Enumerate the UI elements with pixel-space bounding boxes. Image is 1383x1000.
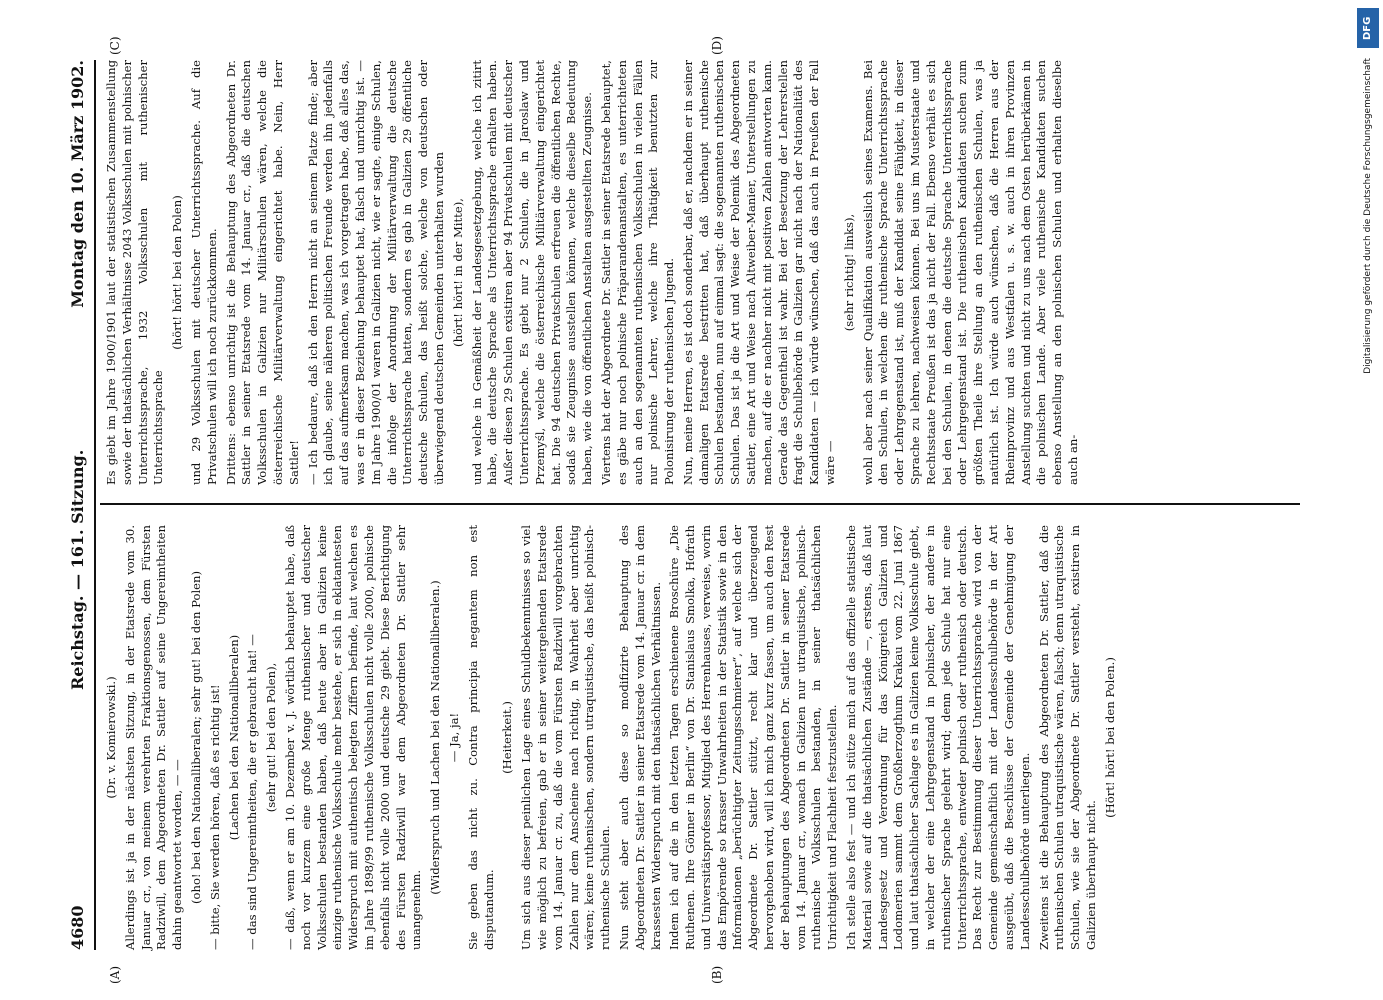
paragraph: (hört! hört! bei den Polen) [170,195,185,350]
paragraph: wohl aber nach seiner Qualifikation ausweislich seines Examens. Bei den Schulen, in welchen die ruthenische Sprache Unterrichtssprache oder Lehrgegenstand ist, muß der Kandidat seine Fähigkeit, in dieser Sprache zu lehren, nachweisen können. Bei uns im Musterstaate und Rechtsstaate Preußen ist das ja nicht der Fall. Ebenso verhält es sich bei den Schulen, in denen die deutsche Sprache Unterrichtssprache oder Lehrgegenstand ist. Die ruthenischen Kandidaten suchen zum größten Theile ihre Stellung an den ruthenischen Schulen, was ja natürlich ist. Ich würde auch wünschen, daß die Herren aus der Rheinprovinz und aus Westfalen u. s. w. auch in ihren Provinzen Anstellung suchten und nicht zu uns nach dem Osten herüberkämen in die polnischen Lande. Aber viele ruthenische Kandidaten suchen ebenso Anstellung an den polnischen Schulen und erhalten dieselbe auch an- [860,60,1081,485]
dfg-logo: DFG [1357,8,1379,48]
paragraph: und 29 Volksschulen mit deutscher Unterrichtssprache. Auf die Privatschulen will ich noch zurückkommen. [188,60,219,485]
margin-mark-a: (A) [108,965,122,984]
paragraph: Viertens hat der Abgeordnete Dr. Sattler in seiner Etatsrede behauptet, es gäbe nur noch polnische Präparandenanstalten, es unterrichteten auch an den sogenannten ruthenischen Volksschulen in vielen Fällen nur polnische Lehrer, welche ihre Thätigkeit benutzten zur Polonisirung der ruthenischen Jugend. [598,60,677,485]
paragraph: Indem ich auf die in den letzten Tagen erschienene Broschüre „Die Ruthenen. Ihre Gönner in Berlin“ von Dr. Stanislaus Smolka, Hofrath und Universitätsprofessor, Mitglied des Herrenhauses, verweise, worin das Empörende so krasser Unwahrheiten in der Statistik sowie in den Informationen „berüchtigter Zeitungsschmierer“, auf welche sich der Abgeordnete Dr. Sattler stützt, recht klar und überzeugend hervorgehoben wird, will ich mich ganz kurz fassen, um auch den Rest der Behauptungen des Abgeordneten Dr. Sattler in seiner Etatsrede vom 14. Januar cr., wonach in Galizien nur utraquistische, polnisch-ruthenische Volksschulen bestanden, in seiner thatsächlichen Unrichtigkeit und Flachheit festzustellen. [667,525,840,950]
page-header [60,60,96,950]
page-title: Reichstag. — 161. Sitzung. [68,449,87,690]
dfg-credit-text: Digitalisierung gefördert durch die Deutsche Forschungsgemeinschaft [1363,58,1373,374]
paragraph: (sehr richtig! links), [841,213,856,332]
page-number: 4680 [68,905,87,950]
rotated-page [50,36,1310,984]
paragraph: Es giebt im Jahre 1900/1901 laut der statistischen Zusammenstellung sowie der thatsächlichen Verhältnisse 2043 Volksschulen mit polnischer Unterrichtssprache, 1932 Volksschulen mit ruthenischer Unterrichtssprache [104,60,166,485]
margin-mark-c: (C) [108,36,122,55]
column-divider [100,503,1300,505]
paragraph: — bitte, Sie werden hören, daß es richtig ist! [207,684,222,950]
dfg-watermark [1353,0,1383,1000]
left-column [104,525,1294,950]
paragraph: Um sich aus dieser peinlichen Lage eines Schuldbekenntnisses so viel wie möglich zu befreien, gab er in seiner weitergehenden Etatsrede vom 14. Januar cr. zu, daß die vom Fürsten Radziwill vorgebrachten Zahlen nur dem Anscheine nach richtig, in Wahrheit aber unrichtig wären; keine ruthenischen, sondern utraquistische, das heißt polnisch-ruthenische Schulen. [519,525,613,950]
paragraph: und welche in Gemäßheit der Landesgesetzgebung, welche ich zitirt habe, die deutsche Sprache als Unterrichtssprache erhalten haben. Außer diesen 29 Schulen existiren aber 94 Privatschulen mit deutscher Unterrichtssprache. Es giebt nur 2 Schulen, die in Jaroslaw und Przemyśl, welche die österreichische Militärverwaltung eingerichtet hat. Die 94 deutschen Privatschulen erfreuen die öffentlichen Rechte, sodaß sie Zeugnisse ausstellen können, welche dieselbe Bedeutung haben, wie die von öffentlichen Anstalten ausgestellten Zeugnisse. [469,60,595,485]
margin-mark-d: (D) [710,36,724,55]
paragraph: Zweitens ist die Behauptung des Abgeordneten Dr. Sattler, daß die ruthenischen Schulen utraquistische wären, falsch; denn utraquistische Schulen, wie sie der Abgeordnete Dr. Sattler versteht, existiren in Galizien überhaupt nicht. [1036,525,1099,950]
right-column [104,60,1294,485]
paragraph: Ich stelle also fest — und ich stütze mich auf das offizielle statistische Material sowie auf die thatsächlichen Zustände —, erstens, daß laut Landesgesetz und Verordnung für das Königreich Galizien und Lodomerien sammt dem Großherzogthum Krakau vom 22. Juni 1867 und laut thatsächlicher Sachlage es in Galizien keine Volksschule giebt, in welcher der eine Lehrgegenstand in polnischer, der andere in ruthenischer Sprache gelehrt wird; denn jede Schule hat nur eine Unterrichtssprache, entweder polnisch oder ruthenisch oder deutsch. Das Recht zur Bestimmung dieser Unterrichtssprache wird von der Gemeinde gemeinschaftlich mit der Landesschulbehörde in der Art ausgeübt, daß die Beschlüsse der Gemeinde der Genehmigung der Landesschulbehörde unterliegen. [844,525,1032,950]
paragraph: Nun, meine Herren, es ist doch sonderbar, daß er, nachdem er in seiner damaligen Etatsrede bestritten hat, daß überhaupt ruthenische Schulen bestanden, nun auf einmal sagt: die sogenannten ruthenischen Schulen. Das ist ja die Art und Weise der Polemik des Abgeordneten Sattler, eine Art und Weise nach Altweiber-Manier, Unterstellungen zu machen, auf die er nachher nicht mit positiven Zahlen antworten kann. Gerade das Gegentheil ist wahr. Bei der Besetzung der Lehrerstellen fragt die Schulbehörde in Galizien gar nicht nach der Nationalität des Kandidaten — ich würde wünschen, daß das auch in Preußen der Fall wäre — [680,60,838,485]
paragraph: (hört! hört! in der Mitte), [450,198,465,347]
paragraph: (Lachen bei den Nationalliberalen) [226,634,241,841]
paragraph: — Ja, ja! [446,712,461,763]
paragraph: Drittens: ebenso unrichtig ist die Behauptung des Abgeordneten Dr. Sattler in seiner Etatsrede vom 14. Januar cr., daß die deutschen Volksschulen in Galizien nur Militärschulen wären, welche die österreichische Militärverwaltung eingerichtet habe. Nein, Herr Sattler! [223,60,301,485]
page-date: Montag den 10. März 1902. [68,60,87,308]
paragraph: Nun steht aber auch diese so modifizirte Behauptung des Abgeordneten Dr. Sattler in seiner Etatsrede vom 14. Januar cr. in dem krassesten Widerspruch mit den thatsächlichen Verhältnissen. [616,525,663,950]
paragraph: (Dr. v. Komierowski.) [104,676,118,799]
paragraph: — das sind Ungereimtheiten, die er gebraucht hat! — [245,634,260,950]
paragraph: (Widerspruch und Lachen bei den Nationalliberalen.) [428,580,443,895]
paragraph: (oho! bei den Nationalliberalen; sehr gut! bei den Polen) [188,570,203,905]
paragraph: — Ich bedaure, daß ich den Herrn nicht an seinem Platze finde; aber ich glaube, seine näheren politischen Freunde werden ihn jedenfalls auf das aufmerksam machen, was ich vorgetragen habe, daß alles das, was er in dieser Beziehung behauptet hat, falsch und unrichtig ist. — Im Jahre 1900/01 waren in Galizien nicht, wie er sagte, einige Schulen, die infolge der Anordnung der Militärverwaltung die deutsche Unterrichtssprache hatten, sondern es gab in Galizien 29 öffentliche deutsche Schulen, das heißt solche, welche von deutschen oder überwiegend deutschen Gemeinden unterhalten wurden [305,60,446,485]
paragraph: (Hört! hört! bei den Polen.) [1102,657,1117,818]
paragraph: — daß, wenn er am 10. Dezember v. J. wörtlich behauptet habe, daß noch vor kurzem eine große Menge ruthenischer und deutscher Volksschulen bestanden haben, daß heute aber in Galizien keine einzige ruthenische Volksschule mehr bestehe, er sich in eklatantesten Widerspruch mit authentisch belegten Ziffern befinde, laut welchen es im Jahre 1898/99 ruthenische Volksschulen nicht volle 2000, polnische ebenfalls nicht volle 2000 und deutsche 29 giebt. Diese Berichtigung des Fürsten Radziwill war dem Abgeordneten Dr. Sattler sehr unangenehm. [282,525,424,950]
margin-mark-b: (B) [710,965,724,984]
paragraph: Allerdings ist ja in der nächsten Sitzung, in der Etatsrede vom 30. Januar cr., von meinem verehrten Fraktionsgenossen, dem Fürsten Radziwill, dem Abgeordneten Dr. Sattler auf seine Ungereimtheiten dahin geantwortet worden, — — [122,525,185,950]
paragraph: (Heiterkeit.) [500,701,515,774]
paragraph: (sehr gut! bei den Polen), [264,662,279,813]
paragraph: Sie geben das nicht zu. Contra principia negantem non est disputandum. [465,525,496,950]
